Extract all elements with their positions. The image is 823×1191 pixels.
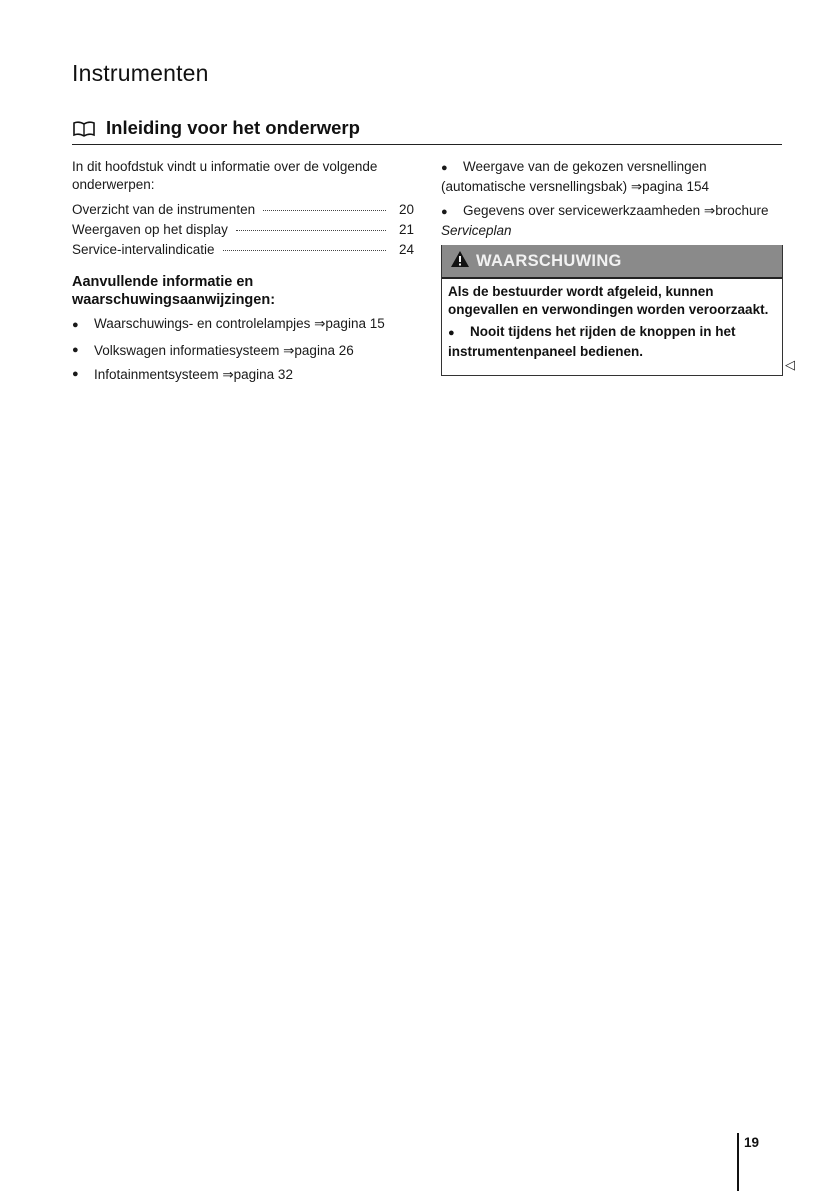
bullet-dot-icon: ● <box>441 206 448 218</box>
list-item <box>441 202 783 239</box>
warning-bullet <box>448 323 776 360</box>
bullet-dot-icon: ● <box>72 319 79 331</box>
section-title: Inleiding voor het onderwerp <box>106 117 360 138</box>
toc-label: Weergaven op het display <box>72 222 228 237</box>
subheading: Aanvullende informatie en waarschuwingsaanwijzingen: <box>72 274 276 308</box>
toc-row[interactable] <box>72 221 414 241</box>
toc-page-number: 24 <box>398 242 414 257</box>
list-item <box>72 342 414 360</box>
page-number: 19 <box>744 1135 760 1150</box>
toc-leader <box>263 210 386 211</box>
toc-page-number: 20 <box>398 202 414 217</box>
bullet-dot-icon: ● <box>72 368 79 380</box>
brochure-reference-link[interactable]: ⇒brochure <box>703 203 769 218</box>
list-item <box>72 315 414 335</box>
page-reference-link[interactable]: ⇒pagina 26 <box>283 342 354 358</box>
list-item <box>72 366 414 384</box>
list-item-text: Volkswagen informatiesysteem <box>94 342 280 358</box>
toc-label: Overzicht van de instrumenten <box>72 202 256 217</box>
list-item <box>441 158 783 195</box>
toc-leader <box>236 230 386 231</box>
bullet-dot-icon: ● <box>72 343 79 356</box>
warning-title: WAARSCHUWING <box>476 251 622 270</box>
chapter-title: Instrumenten <box>72 60 209 86</box>
list-item-text: Gegevens over servicewerkzaamheden <box>463 203 701 218</box>
toc-row[interactable] <box>72 201 414 221</box>
intro-text: In dit hoofdstuk vindt u informatie over de volgende onderwerpen: <box>72 159 378 192</box>
section-end-marker-icon: ◁ <box>785 357 795 372</box>
warning-paragraph: Als de bestuurder wordt afgeleid, kunnen ongevallen en verwondingen worden veroorzaakt. <box>448 284 769 317</box>
toc-row[interactable] <box>72 241 414 261</box>
right-column <box>441 158 783 246</box>
page-reference-link[interactable]: ⇒pagina 154 <box>630 178 709 194</box>
toc-page-number: 21 <box>398 222 414 237</box>
warning-body <box>442 279 782 360</box>
bullet-dot-icon: ● <box>448 327 455 339</box>
list-item-text: Weergave van de gekozen versnellingen (automatische versnellingsbak) <box>441 159 707 194</box>
section-heading <box>72 116 782 145</box>
page-reference-link[interactable]: ⇒pagina 32 <box>222 367 293 382</box>
bullet-dot-icon: ● <box>441 162 448 174</box>
warning-box <box>441 245 783 376</box>
warning-bullet-text: Nooit tijdens het rijden de knoppen in het instrumentenpaneel bedienen. <box>448 324 736 359</box>
brochure-title: Serviceplan <box>441 222 512 238</box>
book-icon <box>72 120 96 143</box>
page-reference-link[interactable]: ⇒pagina 15 <box>314 316 385 331</box>
toc-leader <box>223 250 386 251</box>
left-column <box>72 158 414 391</box>
toc-label: Service-intervalindicatie <box>72 242 215 257</box>
page-number-divider <box>737 1133 739 1191</box>
warning-triangle-icon <box>450 250 470 273</box>
list-item-text: Waarschuwings- en controlelampjes <box>94 316 311 331</box>
warning-header <box>442 245 782 279</box>
list-item-text: Infotainmentsysteem <box>94 367 219 382</box>
